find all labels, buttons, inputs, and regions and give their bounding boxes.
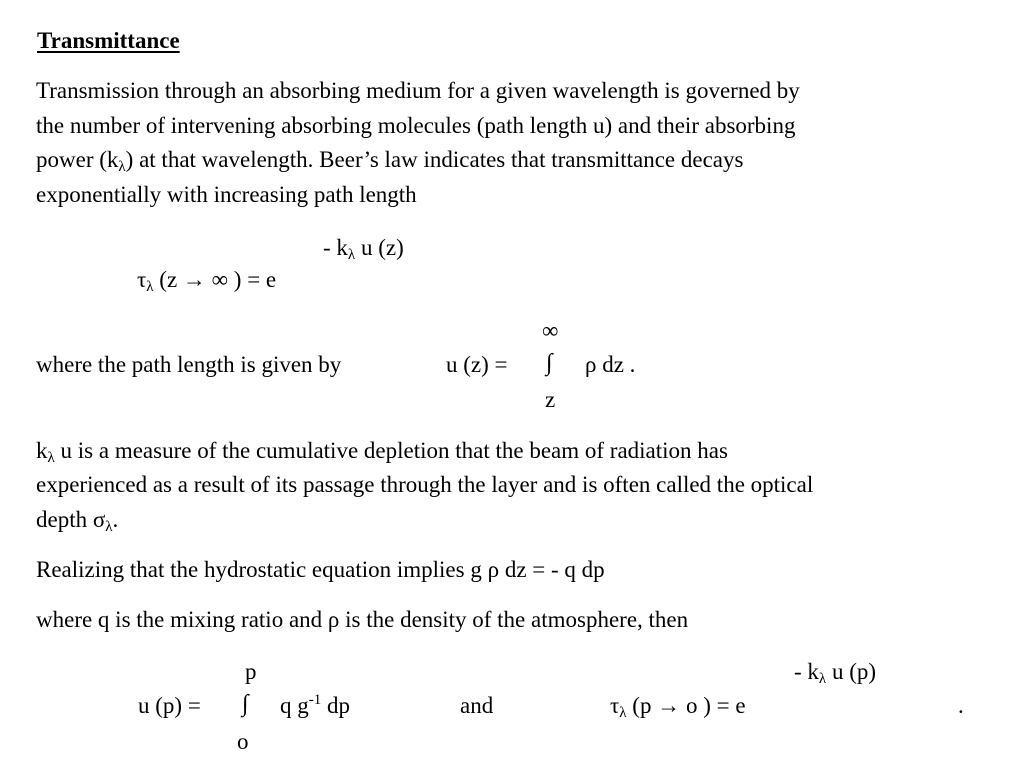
- hydrostatic-line: Realizing that the hydrostatic equation implies g ρ dz = - q dp: [36, 557, 605, 582]
- paragraph2-line2: experienced as a result of its passage through the layer and is often called the optical: [36, 472, 814, 497]
- eq2-integrand: ρ dz .: [585, 352, 636, 377]
- eq3-lhs: u (p) =: [138, 693, 201, 718]
- eq3-and: and: [460, 693, 494, 718]
- lambda-subscript: λ: [146, 279, 154, 295]
- paragraph1-line3: power $(k_\lambda)$ at that wavelength. Beer’s law indicates that transmittance decays: [36, 147, 744, 175]
- eq3-exponent: - $k_\lambda$ u (p): [794, 659, 877, 687]
- slide-title: Transmittance: [37, 28, 180, 53]
- eq3-period: .: [958, 693, 964, 718]
- lambda-subscript: λ: [619, 705, 627, 721]
- lambda-subscript: λ: [105, 519, 113, 535]
- paragraph2-line3: depth $\sigma_\lambda$.: [36, 507, 119, 535]
- paragraph1-line1: Transmission through an absorbing medium for a given wavelength is governed by: [36, 78, 800, 103]
- eq1-exponent: - $k_\lambda$ u (z): [323, 235, 404, 263]
- eq2-upper-limit: ∞: [542, 318, 559, 343]
- eq1-transmittance: $\tau_\lambda$ (z → ∞ ) = e: [137, 267, 277, 295]
- integral-sign: ∫: [546, 350, 553, 376]
- eq3-integrand: q $g^{-1}$ dp: [280, 692, 350, 718]
- eq2-lead-text: where the path length is given by: [36, 352, 342, 377]
- mixing-ratio-line: where q is the mixing ratio and ρ is the density of the atmosphere, then: [36, 607, 689, 632]
- eq2-lower-limit: z: [545, 387, 556, 412]
- paragraph1-line4: exponentially with increasing path length: [36, 182, 417, 207]
- paragraph1-line2: the number of intervening absorbing molecules (path length u) and their absorbing: [36, 113, 796, 138]
- eq3-transmittance: $\tau_\lambda$ (p → o ) = e: [610, 693, 746, 721]
- lambda-subscript: λ: [347, 247, 356, 263]
- lambda-subscript: λ: [47, 450, 55, 466]
- eq2-lhs: u (z) =: [446, 352, 508, 377]
- paragraph2-line1: $k_\lambda$ u is a measure of the cumulative depletion that the beam of radiation has: [36, 438, 728, 466]
- integral-sign: ∫: [242, 691, 249, 717]
- eq3-upper-limit: p: [245, 659, 257, 684]
- eq3-lower-limit: o: [237, 729, 249, 754]
- lambda-subscript: λ: [118, 159, 126, 175]
- lambda-subscript: λ: [818, 671, 827, 687]
